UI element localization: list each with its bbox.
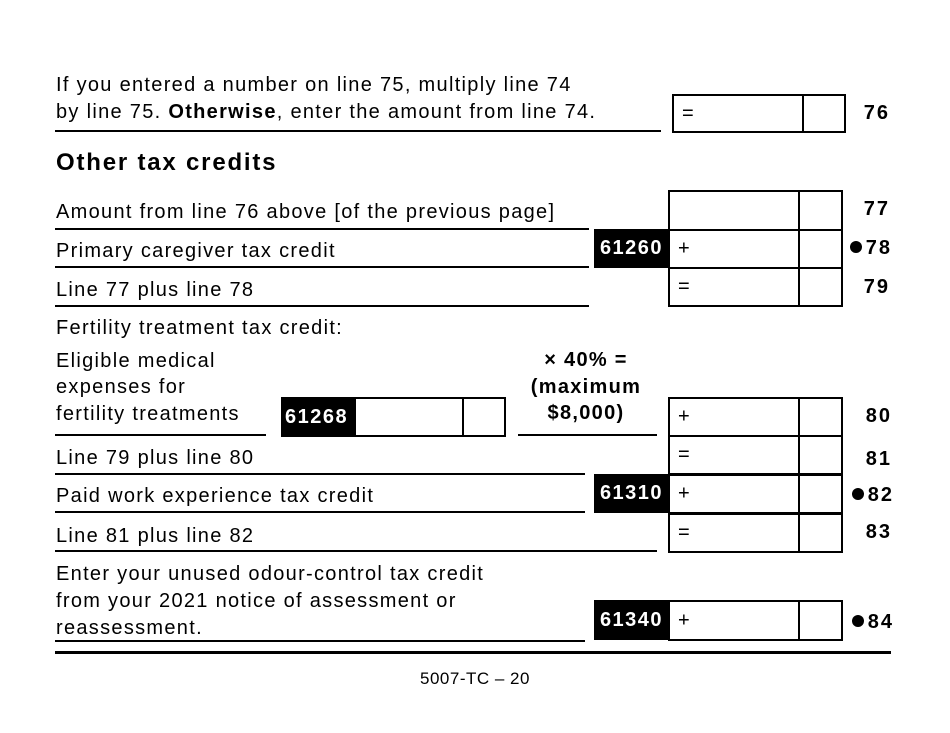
cents-divider	[798, 602, 800, 639]
line80-amount-field[interactable]	[668, 397, 843, 437]
underline	[55, 266, 589, 268]
line-number-78	[830, 237, 892, 260]
text: , enter the amount from line 74.	[276, 101, 597, 123]
line76-amount-field[interactable]	[672, 94, 846, 133]
equals-sign: =	[678, 443, 690, 466]
line79-amount-field[interactable]	[668, 267, 843, 307]
cents-divider	[798, 476, 800, 512]
text-bold: Otherwise	[168, 101, 277, 123]
number: 82	[867, 484, 894, 506]
section-heading: Other tax credits	[56, 149, 278, 176]
cents-divider	[798, 437, 800, 473]
line76-text: If you entered a number on line 75, multiply line 74	[56, 74, 572, 96]
line84-amount-field[interactable]	[668, 600, 843, 641]
line-number-84	[830, 611, 894, 634]
maximum-amount: $8,000)	[547, 402, 625, 424]
line-number-83: 83	[865, 521, 892, 543]
multiplier-text: × 40% =	[544, 349, 628, 371]
line-code-61340: 61340	[594, 600, 669, 640]
line83-amount-field[interactable]	[668, 513, 843, 553]
cents-divider	[802, 96, 804, 131]
line-number-82	[830, 484, 894, 507]
text: by line 75.	[56, 101, 169, 123]
line84-text: Enter your unused odour-control tax credit	[56, 563, 485, 585]
bottom-rule	[55, 651, 891, 654]
fertility-label: Fertility treatment tax credit:	[56, 317, 344, 339]
line-code-61260: 61260	[594, 229, 669, 268]
underline	[55, 473, 585, 475]
bullet-icon	[852, 615, 864, 627]
line79-text: Line 77 plus line 78	[56, 279, 255, 301]
page-footer: 5007-TC – 20	[420, 669, 530, 688]
line78-amount-field[interactable]	[668, 229, 843, 269]
line77-text: Amount from line 76 above [of the previous page]	[56, 201, 556, 223]
plus-sign: +	[678, 609, 690, 631]
cents-divider	[798, 231, 800, 267]
equals-sign: =	[682, 102, 694, 124]
equals-sign: =	[678, 275, 690, 298]
cents-divider	[798, 399, 800, 435]
maximum-text: (maximum	[530, 376, 642, 398]
line-number-77: 77	[863, 198, 890, 220]
line78-text: Primary caregiver tax credit	[56, 240, 336, 262]
underline	[55, 550, 657, 552]
line82-text: Paid work experience tax credit	[56, 485, 375, 507]
cents-divider	[798, 269, 800, 305]
line82-amount-field[interactable]	[668, 474, 843, 514]
line81-text: Line 79 plus line 80	[56, 447, 255, 469]
underline	[55, 511, 585, 513]
underline	[55, 640, 585, 642]
bullet-icon	[850, 241, 862, 253]
line81-amount-field[interactable]	[668, 435, 843, 475]
line-number-79: 79	[863, 276, 890, 298]
underline	[518, 434, 657, 436]
number: 84	[867, 611, 894, 633]
plus-sign: +	[678, 237, 690, 260]
equals-sign: =	[678, 521, 690, 544]
line80-text: fertility treatments	[56, 403, 240, 425]
line77-amount-field[interactable]	[668, 190, 843, 231]
underline	[55, 228, 589, 230]
line80-text: Eligible medical	[56, 350, 216, 372]
line-number-81: 81	[865, 448, 892, 470]
line80-text: expenses for	[56, 376, 187, 398]
line84-text: reassessment.	[56, 617, 203, 639]
fertility-expenses-field[interactable]	[354, 397, 506, 437]
plus-sign: +	[678, 482, 690, 505]
line-code-61268: 61268	[281, 397, 356, 437]
cents-divider	[462, 399, 464, 435]
underline	[55, 434, 266, 436]
line84-text: from your 2021 notice of assessment or	[56, 590, 457, 612]
line-number-76: 76	[863, 102, 890, 124]
cents-divider	[798, 515, 800, 551]
plus-sign: +	[678, 405, 690, 428]
line-code-61310: 61310	[594, 474, 669, 513]
line83-text: Line 81 plus line 82	[56, 525, 255, 547]
line76-text	[56, 101, 596, 123]
number: 78	[865, 237, 892, 259]
cents-divider	[798, 192, 800, 229]
bullet-icon	[852, 488, 864, 500]
line-number-80: 80	[865, 405, 892, 427]
underline	[55, 305, 589, 307]
underline	[55, 130, 661, 132]
